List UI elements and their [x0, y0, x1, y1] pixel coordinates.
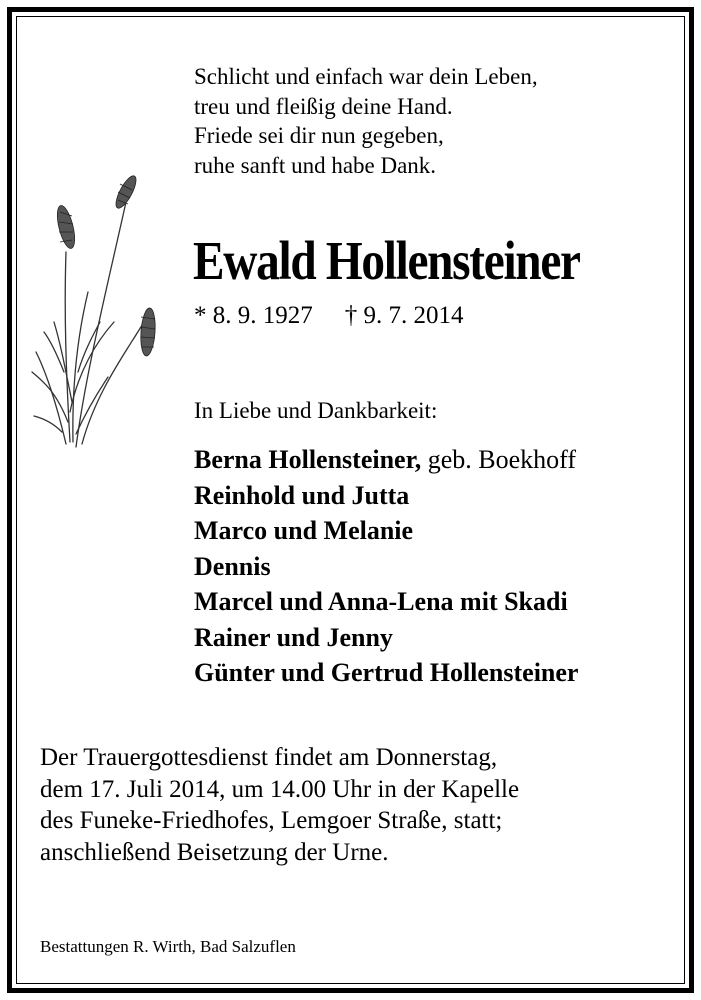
mourner-line: Reinhold und Jutta: [194, 480, 410, 510]
poem-line: Friede sei dir nun gegeben,: [194, 123, 444, 148]
mourner-line: Dennis: [194, 551, 271, 581]
service-info: [40, 742, 519, 868]
mourner-line: Günter und Gertrud Hollensteiner: [194, 658, 579, 687]
undertaker-credit: Bestattungen R. Wirth, Bad Salzuflen: [40, 937, 296, 956]
service-line: des Funeke-Friedhofes, Lemgoer Straße, statt;: [40, 807, 503, 834]
life-dates: [194, 302, 464, 330]
thanks-heading: In Liebe und Dankbarkeit:: [194, 398, 438, 423]
poem-line: treu und fleißig deine Hand.: [194, 93, 453, 119]
service-line: dem 17. Juli 2014, um 14.00 Uhr in der Kapelle: [40, 775, 520, 803]
deceased-name: Ewald Hollensteiner: [193, 230, 580, 291]
wheat-icon: [26, 172, 176, 462]
mourner-line: Marco und Melanie: [194, 516, 414, 545]
service-line: Der Trauergottesdienst findet am Donnerstag,: [40, 744, 498, 771]
mourner-maiden-name: geb. Boekhoff: [421, 445, 577, 474]
poem: [194, 62, 538, 180]
mourner-line: Marcel und Anna-Lena mit Skadi: [194, 587, 568, 616]
mourner-line: Rainer und Jenny: [194, 622, 393, 652]
mourners-list: [194, 442, 578, 691]
poem-line: Schlicht und einfach war dein Leben,: [194, 64, 538, 89]
death-date: † 9. 7. 2014: [344, 302, 464, 329]
service-line: anschließend Beisetzung der Urne.: [40, 838, 389, 866]
mourner-line: [194, 442, 578, 478]
birth-date: * 8. 9. 1927: [194, 302, 313, 329]
poem-line: ruhe sanft und habe Dank.: [194, 152, 437, 178]
mourner-name: Berna Hollensteiner,: [194, 445, 422, 474]
